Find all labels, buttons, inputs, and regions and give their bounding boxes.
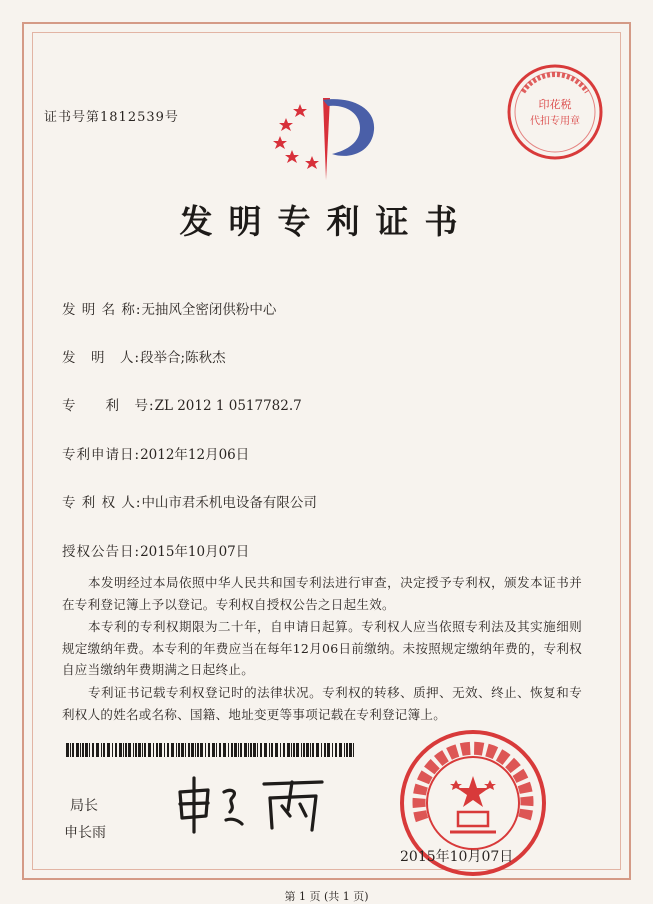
field-value: 中山市君禾机电设备有限公司 [141,495,317,511]
barcode-icon [66,742,356,761]
barcode-bar [253,743,256,757]
barcode-bar [167,743,169,757]
barcode-bar [306,743,309,757]
barcode-bar [125,743,127,757]
director-signature [172,770,332,844]
barcode-bar [332,743,333,757]
barcode-bar [349,743,352,757]
field-label: 授权公告日: [62,544,141,560]
barcode-bar [70,743,71,757]
barcode-bar [283,743,285,757]
barcode-bar [238,743,239,757]
barcode-bar [133,743,134,757]
field-value: 2012年12月06日 [140,447,250,463]
barcode-bar [200,743,203,757]
field-label: 专利申请日: [62,447,141,463]
barcode-bar [112,743,113,757]
field-value: 无抽风全密闭供粉中心 [141,302,277,318]
barcode-bar [223,743,226,757]
barcode-bar [335,743,337,757]
svg-text:代扣专用章: 代扣专用章 [530,116,580,127]
barcode-bar [156,743,158,757]
director-name: 申长雨 [64,825,106,841]
barcode-bar [280,743,281,757]
barcode-bar [178,743,180,757]
barcode-bar [103,743,105,757]
barcode-bar [185,743,186,757]
barcode-bar [205,743,206,757]
barcode-bar [316,743,319,757]
field-label: 专 利 号: [62,398,155,414]
barcode-bar [269,743,270,757]
agency-seal [505,62,605,166]
barcode-bar [228,743,229,757]
barcode-bar [303,743,305,757]
barcode-bar [72,743,74,757]
barcode-bar [291,743,292,757]
barcode-bar [324,743,326,757]
barcode-bar [128,743,131,757]
barcode-bar [208,743,210,757]
barcode-bar [264,743,267,757]
barcode-bar [212,743,215,757]
barcode-bar [197,743,199,757]
patent-office-logo-icon [268,88,388,187]
barcode-bar [250,743,252,757]
barcode-bar [346,743,348,757]
barcode-bar [219,743,221,757]
seal-date: 2015年10月07日 [400,849,514,865]
barcode-bar [66,743,69,757]
barcode-bar [248,743,249,757]
barcode-bar [191,743,194,757]
barcode-bar [80,743,81,757]
paragraph-legal-status: 专利证书记载专利权登记时的法律状况。专利权的转移、质押、无效、终止、恢复和专利权人的姓名或名称、国籍、地址变更等事项记载在专利登记簿上。 [62,685,582,722]
barcode-bar [148,743,151,757]
barcode-bar [344,743,345,757]
barcode-bar [101,743,102,757]
barcode-bar [89,743,90,757]
field-inventor [62,346,226,366]
barcode-bar [234,743,237,757]
barcode-bar [353,743,354,757]
barcode-bar [257,743,258,757]
certificate-title: 发明专利证书 [179,202,474,241]
barcode-bar [310,743,311,757]
field-label: 发 明 人: [62,350,141,366]
barcode-bar [119,743,122,757]
barcode-bar [164,743,165,757]
field-label: 专 利 权 人: [62,495,142,511]
barcode-bar [96,743,99,757]
field-invention-name [62,298,276,318]
barcode-bar [135,743,137,757]
barcode-bar [153,743,154,757]
field-patentee [62,491,317,511]
barcode-bar [327,743,330,757]
director-title: 局长 [70,798,98,814]
barcode-bar [138,743,141,757]
barcode-bar [107,743,110,757]
barcode-bar [171,743,174,757]
barcode-bar [287,743,290,757]
paragraph-grant-statement: 本发明经过本局依照中华人民共和国专利法进行审查，决定授予专利权，颁发本证书并在专利登记簿上予以登记。专利权自授权公告之日起生效。 [62,575,582,612]
barcode-bar [142,743,143,757]
barcode-bar [176,743,177,757]
barcode-bar [312,743,314,757]
barcode-bar [123,743,124,757]
barcode-bar [260,743,262,757]
barcode-bar [144,743,146,757]
barcode-bar [92,743,94,757]
barcode-bar [244,743,247,757]
barcode-bar [296,743,299,757]
field-grant-date [62,540,249,560]
field-filing-date [62,443,249,463]
barcode-bar [275,743,278,757]
barcode-bar [293,743,295,757]
barcode-bar [85,743,88,757]
page-number: 第 1 页 (共 1 页) [284,890,369,903]
field-value: 2015年10月07日 [140,544,250,560]
barcode-bar [301,743,302,757]
svg-text:印花税: 印花税 [538,98,572,111]
barcode-bar [76,743,79,757]
field-value: ZL 2012 1 0517782.7 [154,398,302,414]
barcode-bar [231,743,233,757]
barcode-bar [195,743,196,757]
barcode-bar [115,743,117,757]
barcode-bar [159,743,162,757]
barcode-bar [216,743,217,757]
certificate-number: 证书号第1812539号 [44,110,179,125]
barcode-bar [82,743,84,757]
field-label: 发 明 名 称: [62,302,142,318]
paragraph-term-and-fees: 本专利的专利权期限为二十年，自申请日起算。专利权人应当依照专利法及其实施细则规定缴纳年费。本专利的年费应当在每年12月06日前缴纳。未按照规定缴纳年费的，专利权自应当缴纳年费期满之日起终止。 [62,619,582,677]
field-patent-no [62,394,302,414]
field-value: 段举合;陈秋杰 [140,350,226,366]
barcode-bar [321,743,322,757]
barcode-bar [181,743,184,757]
barcode-bar [188,743,190,757]
barcode-bar [271,743,273,757]
barcode-bar [339,743,342,757]
barcode-bar [240,743,242,757]
